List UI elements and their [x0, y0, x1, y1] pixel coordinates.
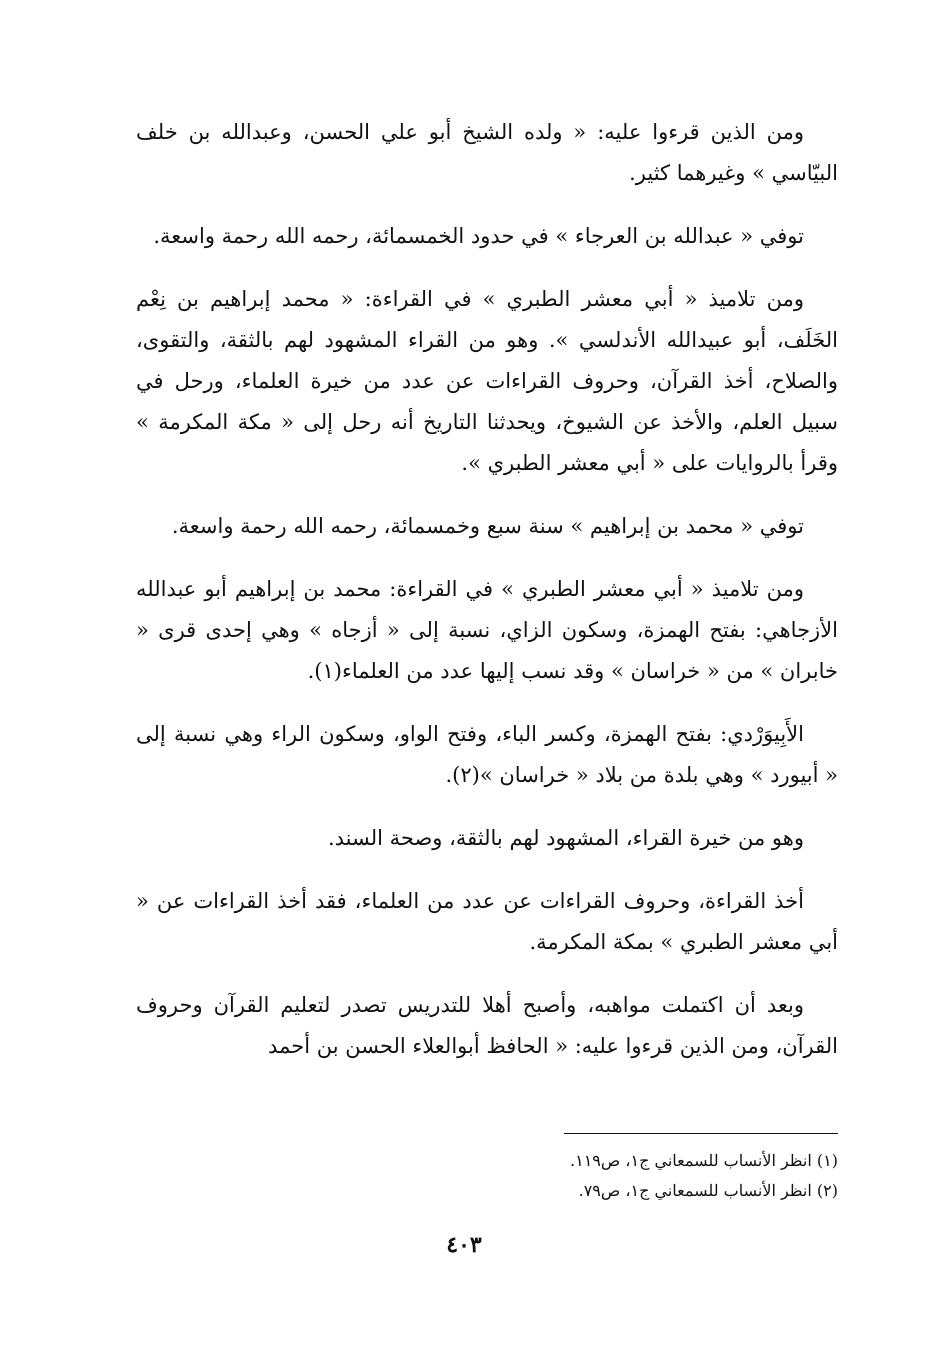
paragraph-5: ومن تلاميذ « أبي معشر الطبري » في القراءة: محمد بن إبراهيم أبو عبدالله الأزجاهي: بفتح الهمزة، وسكون الزاي، نسبة إلى « أزجاه » وهي إحدى قرى « خابران » من « خراسان » وقد نسب إليها عدد من العلماء(١). — [136, 577, 838, 683]
paragraph-4: توفي « محمد بن إبراهيم » سنة سبع وخمسمائة، رحمه الله رحمة واسعة. — [171, 514, 804, 538]
footnote-2: (٢) انظر الأنساب للسمعاني ج١، ص٧٩. — [578, 1181, 838, 1200]
paragraph-1: ومن الذين قرءوا عليه: « ولده الشيخ أبو علي الحسن، وعبدالله بن خلف البيّاسي » وغيرهما كثير. — [136, 120, 838, 185]
paragraph-9: وبعد أن اكتملت مواهبه، وأصبح أهلا للتدريس تصدر لتعليم القرآن وحروف القرآن، ومن الذين قرءوا عليه: « الحافظ أبوالعلاء الحسن بن أحمد — [136, 993, 838, 1058]
paragraph-6: الأَبِيوَرْدي: بفتح الهمزة، وكسر الباء، وفتح الواو، وسكون الراء وهي نسبة إلى « أبيورد » وهي بلدة من بلاد « خراسان »(٢). — [136, 722, 838, 787]
paragraph-7: وهو من خيرة القراء، المشهود لهم بالثقة، وصحة السند. — [327, 826, 804, 850]
footnotes — [136, 1146, 838, 1206]
paragraph-8: أخذ القراءة، وحروف القراءات عن عدد من العلماء، فقد أخذ القراءات عن « أبي معشر الطبري » بمكة المكرمة. — [136, 889, 838, 954]
paragraph-3: ومن تلاميذ « أبي معشر الطبري » في القراءة: « محمد إبراهيم بن نِعْم الخَلَف، أبو عبيدالله الأندلسي ». وهو من القراء المشهود لهم بالثقة، والتقوى، والصلاح، أخذ القرآن، وحروف القراءات عن عدد من خيرة العلماء، ورحل في سبيل العلم، والأخذ عن الشيوخ، ويحدثنا التاريخ أنه رحل إلى « مكة المكرمة » وقرأ بالروايات على « أبي معشر الطبري ». — [136, 287, 838, 475]
footnote-divider — [564, 1133, 838, 1134]
body-text — [136, 112, 838, 1067]
footnote-1: (١) انظر الأنساب للسمعاني ج١، ص١١٩. — [570, 1151, 838, 1170]
paragraph-2: توفي « عبدالله بن العرجاء » في حدود الخمسمائة، رحمه الله رحمة واسعة. — [153, 224, 804, 248]
page-number: ٤٠٣ — [446, 1232, 482, 1258]
